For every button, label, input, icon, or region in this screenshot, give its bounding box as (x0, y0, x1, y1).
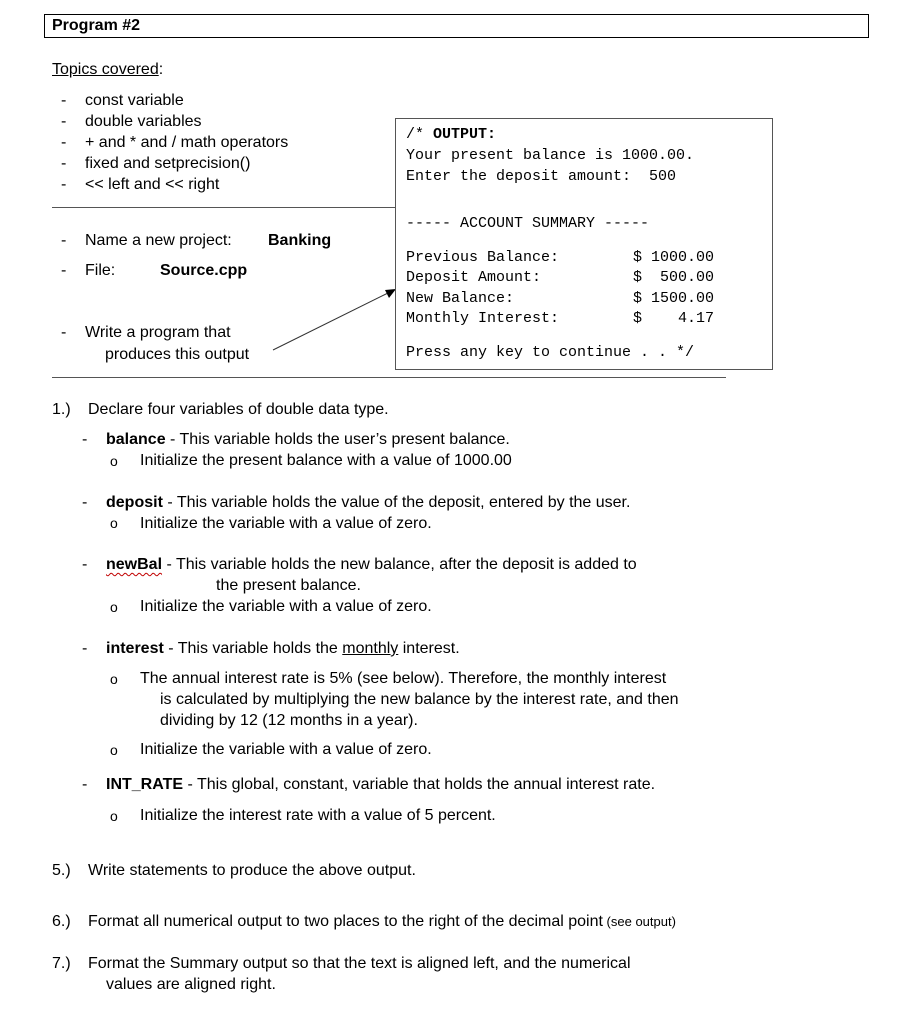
list-dash: - (61, 155, 67, 172)
step-text: Declare four variables of double data type. (88, 401, 389, 418)
summary-value: $ 500.00 (633, 269, 715, 286)
list-dash: - (82, 494, 88, 511)
variable-init: Initialize the variable with a value of zero. (140, 741, 432, 758)
variable-interest: interest - This variable holds the monthly interest. (106, 640, 460, 657)
variable-init: Initialize the variable with a value of zero. (140, 515, 432, 532)
variable-init: Initialize the interest rate with a value of 5 percent. (140, 807, 496, 824)
summary-value: $ 1000.00 (633, 249, 715, 266)
list-dash: - (61, 324, 67, 341)
write-program-line1: Write a program that (85, 324, 231, 341)
step-number: 7.) (52, 955, 71, 972)
list-dash: - (61, 113, 67, 130)
list-dash: - (82, 431, 88, 448)
list-dash: - (82, 640, 88, 657)
summary-label: New Balance: (406, 290, 515, 307)
bullet-icon: o (110, 671, 118, 687)
list-dash: - (82, 556, 88, 573)
step-text: Format all numerical output to two places to the right of the decimal point (see output) (88, 913, 676, 930)
variable-newbal: newBal - This variable holds the new balance, after the deposit is added to (106, 556, 637, 573)
step-number: 1.) (52, 401, 71, 418)
topic-item: fixed and setprecision() (85, 155, 251, 172)
topic-item: + and * and / math operators (85, 134, 289, 151)
step-text: Write statements to produce the above output. (88, 862, 416, 879)
variable-desc-cont: the present balance. (216, 577, 361, 594)
output-footer: Press any key to continue . . */ (406, 344, 695, 361)
list-dash: - (61, 134, 67, 151)
interest-note: The annual interest rate is 5% (see below). Therefore, the monthly interest (140, 670, 667, 687)
section-divider (52, 377, 726, 378)
bullet-icon: o (110, 808, 118, 824)
topic-item: << left and << right (85, 176, 220, 193)
output-line: Enter the deposit amount: 500 (406, 168, 677, 185)
summary-label: Monthly Interest: (406, 310, 560, 327)
output-heading: /* OUTPUT: (406, 126, 497, 143)
bullet-icon: o (110, 599, 118, 615)
interest-note: is calculated by multiplying the new balance by the interest rate, and then (160, 691, 679, 708)
list-dash: - (61, 232, 67, 249)
output-line: Your present balance is 1000.00. (406, 147, 695, 164)
variable-balance: balance - This variable holds the user’s present balance. (106, 431, 510, 448)
variable-init: Initialize the variable with a value of zero. (140, 598, 432, 615)
program-title: Program #2 (52, 17, 141, 34)
summary-label: Deposit Amount: (406, 269, 542, 286)
bullet-icon: o (110, 742, 118, 758)
step-number: 5.) (52, 862, 71, 879)
list-dash: - (61, 92, 67, 109)
bullet-icon: o (110, 453, 118, 469)
list-dash: - (82, 776, 88, 793)
step-text: Format the Summary output so that the text is aligned left, and the numerical (88, 955, 631, 972)
step-number: 6.) (52, 913, 71, 930)
project-name: Banking (268, 232, 332, 249)
topics-heading: Topics covered: (52, 61, 164, 78)
project-label: Name a new project: (85, 232, 232, 249)
variable-init: Initialize the present balance with a value of 1000.00 (140, 452, 512, 469)
summary-label: Previous Balance: (406, 249, 560, 266)
program-output-box (395, 118, 773, 370)
file-name: Source.cpp (160, 262, 248, 279)
variable-deposit: deposit - This variable holds the value of the deposit, entered by the user. (106, 494, 631, 511)
summary-value: $ 4.17 (633, 310, 715, 327)
bullet-icon: o (110, 515, 118, 531)
list-dash: - (61, 262, 67, 279)
write-program-line2: produces this output (105, 346, 250, 363)
summary-header: ----- ACCOUNT SUMMARY ----- (406, 215, 650, 232)
step-text-cont: values are aligned right. (106, 976, 276, 993)
interest-note: dividing by 12 (12 months in a year). (160, 712, 418, 729)
topic-item: const variable (85, 92, 184, 109)
file-label: File: (85, 262, 116, 279)
list-dash: - (61, 176, 67, 193)
topic-item: double variables (85, 113, 202, 130)
variable-int-rate: INT_RATE - This global, constant, variable that holds the annual interest rate. (106, 776, 656, 793)
summary-value: $ 1500.00 (633, 290, 715, 307)
